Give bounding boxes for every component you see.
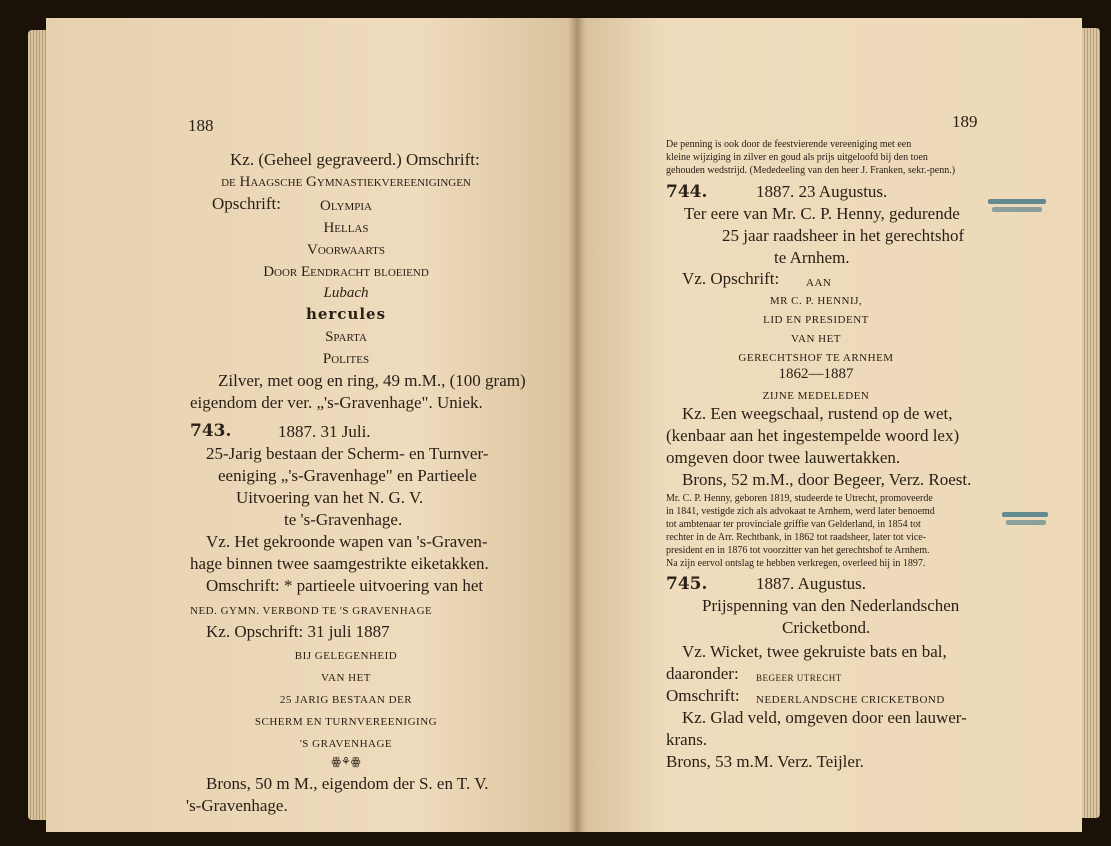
text-line: Sparta	[325, 329, 367, 345]
margin-marker	[1002, 512, 1048, 517]
book-gutter	[568, 18, 586, 832]
text-line: SCHERM EN TURNVEREENIGING	[254, 716, 438, 728]
note-line: De penning is ook door de feestvierende vereeniging met een	[666, 139, 912, 150]
text-line: Vz. Het gekroonde wapen van 's-Graven-	[206, 532, 488, 551]
text-line: Kz. (Geheel gegraveerd.) Omschrift:	[230, 150, 480, 169]
text-line: NED. GYMN. VERBOND TE 'S GRAVENHAGE	[190, 605, 433, 617]
text-line: GERECHTSHOF TE ARNHEM	[738, 352, 894, 364]
text-line: MR C. P. HENNIJ,	[769, 295, 863, 307]
text-line: 's-Gravenhage.	[186, 796, 288, 815]
text-line: Brons, 50 m M., eigendom der S. en T. V.	[206, 774, 489, 793]
text-line: VAN HET	[320, 672, 372, 684]
text-line: eigendom der ver. „'s-Gravenhage". Uniek.	[190, 393, 483, 412]
bio-line: president en in 1876 tot voorzitter van het gerechtshof te Arnhem.	[666, 545, 930, 556]
text-line: Uitvoering van het N. G. V.	[236, 488, 424, 507]
bio-line: tot ambtenaar ter provinciale griffie van Gelderland, in 1854 tot	[666, 519, 921, 530]
text-line: Kz. Glad veld, omgeven door een lauwer-	[682, 708, 967, 727]
bio-line: Mr. C. P. Henny, geboren 1819, studeerde te Utrecht, promoveerde	[666, 493, 933, 504]
text-line: Hellas	[323, 220, 369, 236]
text-line: Vz. Opschrift:	[682, 269, 780, 288]
text-line: LID EN PRESIDENT	[763, 314, 869, 326]
text-line: ZIJNE MEDELEDEN	[762, 390, 870, 402]
text-line: Omschrift:	[666, 686, 740, 705]
text-line: (kenbaar aan het ingestempelde woord lex)	[666, 426, 960, 445]
text-line: daaronder:	[666, 664, 739, 683]
text-line: Voorwaarts	[306, 242, 385, 258]
text-line: 25 JARIG BESTAAN DER	[279, 694, 413, 706]
page-number: 189	[952, 112, 978, 131]
text-line: de Haagsche Gymnastiekvereenigingen	[221, 174, 471, 190]
text-line: Opschrift:	[212, 194, 281, 213]
text-line: Brons, 53 m.M. Verz. Teijler.	[666, 752, 864, 771]
text-line: Kz. Opschrift: 31 juli 1887	[206, 622, 390, 641]
text-line: Kz. Een weegschaal, rustend op de wet,	[682, 404, 953, 423]
entry-number: 745.	[666, 574, 708, 594]
text-line: 'S GRAVENHAGE	[299, 738, 393, 750]
text-line: Ter eere van Mr. C. P. Henny, gedurende	[684, 204, 960, 223]
text-line: te Arnhem.	[774, 248, 850, 267]
text-line: AAN	[806, 277, 832, 289]
entry-date: 1887. Augustus.	[756, 574, 867, 593]
text-line: omgeven door twee lauwertakken.	[666, 448, 901, 467]
entry-number: 744.	[666, 182, 708, 202]
text-line: te 's-Gravenhage.	[284, 510, 403, 529]
bio-line: in 1841, vestigde zich als advokaat te Arnhem, werd later benoemd	[666, 506, 935, 517]
text-line: krans.	[666, 730, 708, 749]
text-line: BIJ GELEGENHEID	[294, 650, 398, 662]
text-line: 1862—1887	[778, 366, 854, 382]
margin-marker	[988, 199, 1046, 204]
bio-line: Na zijn eervol ontslag te hebben verkregen, overleed hij in 1897.	[666, 558, 926, 569]
text-line: VAN HET	[790, 333, 842, 345]
left-page	[46, 18, 576, 832]
ornament: ꙮ⚘ꙮ	[331, 756, 361, 768]
entry-date: 1887. 23 Augustus.	[756, 182, 888, 201]
text-line: 25-Jarig bestaan der Scherm- en Turnver-	[206, 444, 489, 463]
right-page	[576, 18, 1082, 832]
text-line: Brons, 52 m.M., door Begeer, Verz. Roest.	[682, 470, 972, 489]
text-line: BEGEER UTRECHT	[756, 673, 842, 683]
note-line: gehouden wedstrijd. (Mededeeling van den heer J. Franken, sekr.-penn.)	[666, 165, 956, 176]
margin-marker	[992, 207, 1042, 212]
text-line: 25 jaar raadsheer in het gerechtshof	[722, 226, 965, 245]
text-line: Lubach	[323, 285, 369, 301]
text-line: Prijspenning van den Nederlandschen	[702, 596, 960, 615]
text-line: Olympia	[320, 198, 372, 214]
bio-line: rechter in de Arr. Rechtbank, in 1862 tot raadsheer, later tot vice-	[666, 532, 927, 543]
entry-number: 743.	[190, 421, 232, 441]
text-line: Zilver, met oog en ring, 49 m.M., (100 gram)	[218, 371, 526, 390]
text-line: Cricketbond.	[782, 618, 871, 637]
page-number: 188	[188, 116, 214, 135]
text-line: NEDERLANDSCHE CRICKETBOND	[756, 694, 945, 706]
text-line: hercules	[305, 305, 387, 323]
text-line: eeniging „'s-Gravenhage" en Partieele	[218, 466, 477, 485]
text-line: Polites	[322, 351, 370, 367]
entry-date: 1887. 31 Juli.	[278, 422, 371, 441]
text-line: hage binnen twee saamgestrikte eiketakken.	[190, 554, 489, 573]
open-book	[28, 18, 1100, 832]
text-line: Vz. Wicket, twee gekruiste bats en bal,	[682, 642, 947, 661]
margin-marker	[1006, 520, 1046, 525]
text-line: Door Eendracht bloeiend	[263, 264, 429, 280]
text-line: Omschrift: * partieele uitvoering van het	[206, 576, 484, 595]
note-line: kleine wijziging in zilver en goud als prijs uitgeloofd bij den toen	[666, 152, 928, 163]
